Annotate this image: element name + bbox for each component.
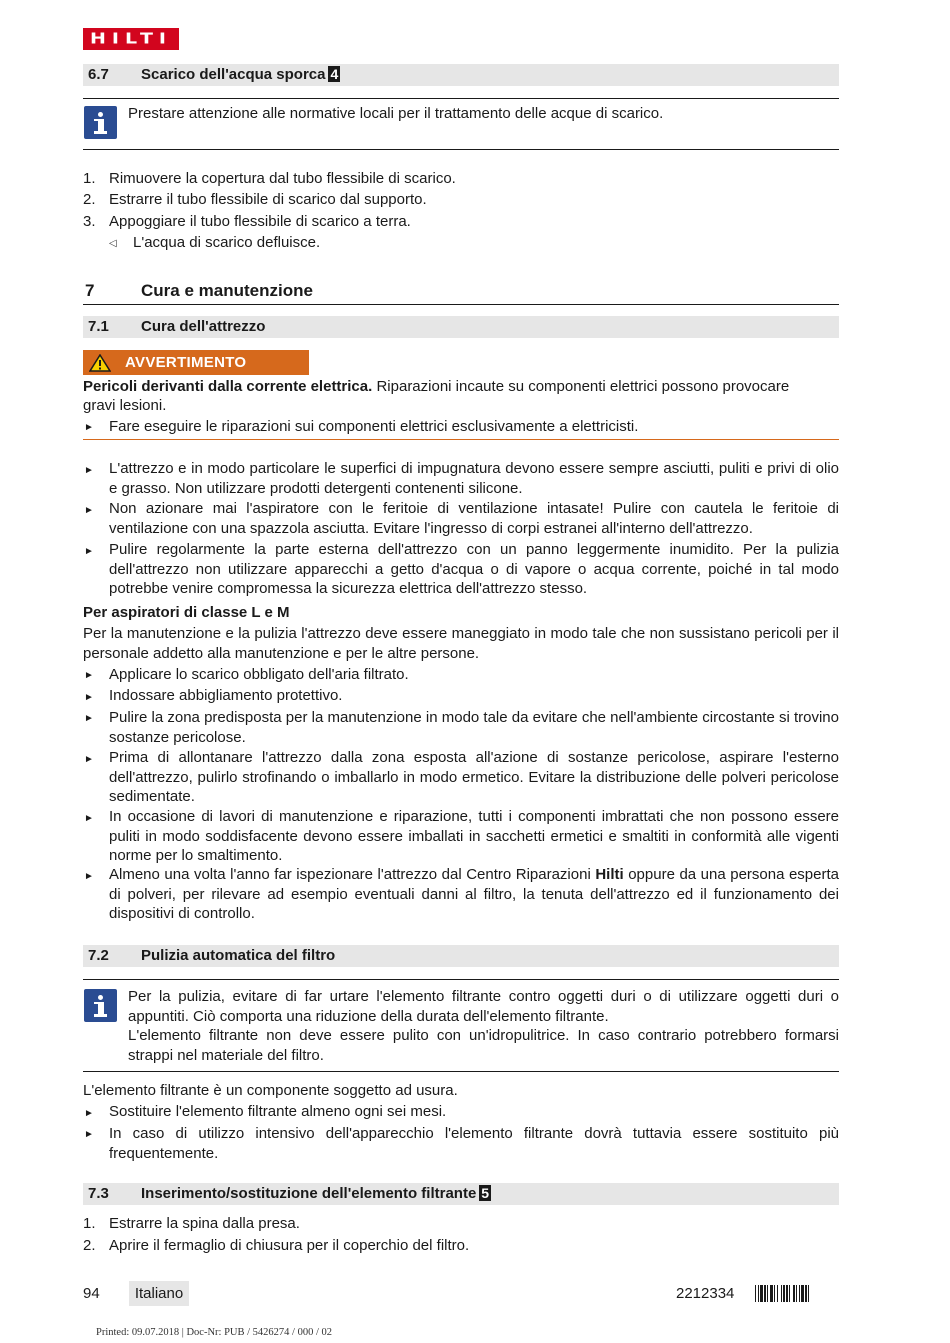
paragraph: L'elemento filtrante è un componente soggetto ad usura. xyxy=(83,1082,458,1099)
step-number: 1. xyxy=(83,1215,96,1232)
bullet-icon: ► xyxy=(84,505,94,516)
warning-action: Fare eseguire le riparazioni sui componenti elettrici esclusivamente a elettricisti. xyxy=(109,418,639,435)
section-6-7-heading xyxy=(83,64,839,86)
barcode-bar xyxy=(760,1285,763,1302)
step-number: 1. xyxy=(83,170,96,187)
info-icon xyxy=(84,989,117,1022)
note-text: Prestare attenzione alle normative locali per il trattamento delle acque di scarico. xyxy=(128,105,664,122)
hilti-logo xyxy=(83,28,179,50)
note-bottom-rule xyxy=(83,149,839,150)
subheading: Per aspiratori di classe L e M xyxy=(83,604,290,621)
note-text: Per la pulizia, evitare di far urtare l'elemento filtrante contro oggetti duri o di utilizzare oggetti duri o appuntiti. Ciò comporta una riduzione della durata dell'elemento filtrante. xyxy=(128,988,839,1025)
print-info: Printed: 09.07.2018 | Doc-Nr: PUB / 5426274 / 000 / 02 xyxy=(96,1327,333,1338)
section-7-2-heading xyxy=(83,945,839,967)
list-item: Sostituire l'elemento filtrante almeno ogni sei mesi. xyxy=(109,1103,447,1120)
note-bottom-rule xyxy=(83,1071,839,1072)
section-title-text: Scarico dell'acqua sporca xyxy=(141,66,326,83)
bullet-icon: ► xyxy=(84,692,94,703)
language-label: Italiano xyxy=(129,1281,189,1306)
barcode-bar xyxy=(783,1285,785,1302)
warning-text-line-1 xyxy=(83,377,789,397)
section-title: Pulizia automatica del filtro xyxy=(141,947,336,964)
chapter-title: Cura e manutenzione xyxy=(141,281,313,300)
bullet-icon: ► xyxy=(84,1129,94,1140)
section-number: 7.3 xyxy=(88,1185,109,1202)
bullet-icon: ► xyxy=(84,1108,94,1119)
warning-bottom-rule xyxy=(83,439,839,440)
list-item: Applicare lo scarico obbligato dell'aria filtrato. xyxy=(109,666,409,683)
section-title: Cura dell'attrezzo xyxy=(141,318,266,335)
bullet-icon: ► xyxy=(84,754,94,765)
bullet-icon: ► xyxy=(84,546,94,557)
warning-lead: Pericoli derivanti dalla corrente elettrica. xyxy=(83,378,373,395)
step-text: Estrarre il tubo flessibile di scarico dal supporto. xyxy=(109,191,427,208)
note-text: L'elemento filtrante non deve essere pulito con un'idropulitrice. In caso contrario potrebbero formarsi strappi nel materiale del filtro. xyxy=(128,1027,839,1064)
barcode-bar xyxy=(786,1285,788,1302)
step-text: Appoggiare il tubo flessibile di scarico a terra. xyxy=(109,213,411,230)
list-item-text: Almeno una volta l'anno far ispezionare l'attrezzo dal Centro Riparazioni xyxy=(109,866,596,883)
section-number: 7.2 xyxy=(88,947,109,964)
barcode-bar xyxy=(801,1285,804,1302)
barcode-bar xyxy=(789,1285,790,1302)
bullet-icon: ► xyxy=(84,422,94,433)
barcode-bar xyxy=(796,1285,797,1302)
figure-reference: 4 xyxy=(330,66,339,82)
step-text: Rimuovere la copertura dal tubo flessibile di scarico. xyxy=(109,170,456,187)
barcode-bar xyxy=(808,1285,809,1302)
paragraph: Per la manutenzione e la pulizia l'attrezzo deve essere maneggiato in modo tale che non sussistano pericoli per il personale addetto alla manutenzione e per le altre persone. xyxy=(83,625,839,662)
bullet-icon: ► xyxy=(84,670,94,681)
warning-triangle-icon xyxy=(89,354,111,372)
list-item: Pulire regolarmente la parte esterna dell'attrezzo con un panno leggermente inumidito. Per la pulizia dell'attrezzo non utilizzare apparecchi a getto d'acqua o di vapore o acqua corrente, poiché in tal modo potrebbe venire compromessa la sicurezza elettrica dell'attrezzo stesso. xyxy=(109,541,839,597)
barcode-bar xyxy=(770,1285,773,1302)
barcode-bar xyxy=(777,1285,778,1302)
barcode-bar xyxy=(781,1285,782,1302)
barcode-bar xyxy=(799,1285,800,1302)
section-title xyxy=(141,1183,491,1205)
page-number: 94 xyxy=(83,1285,100,1302)
warning-text-line-2: gravi lesioni. xyxy=(83,397,167,414)
warning-text: Riparazioni incaute su componenti elettrici possono provocare xyxy=(372,378,790,395)
list-item-text: oppure da una persona esperta di polveri, per rilevare ad esempio eventuali danni al filtro, la tenuta dell'attrezzo ed il funzionamento dei dispositivi di controllo. xyxy=(109,866,839,922)
section-title xyxy=(141,64,340,86)
brand-name: Hilti xyxy=(595,866,624,883)
step-text: Estrarre la spina dalla presa. xyxy=(109,1215,300,1232)
bullet-icon: ► xyxy=(84,713,94,724)
section-title-text: Inserimento/sostituzione dell'elemento filtrante xyxy=(141,1185,477,1202)
list-item: Indossare abbigliamento protettivo. xyxy=(109,687,343,704)
section-7-3-heading xyxy=(83,1183,839,1205)
note-top-rule xyxy=(83,98,839,99)
figure-reference: 5 xyxy=(481,1185,490,1201)
barcode xyxy=(755,1285,839,1302)
step-number: 2. xyxy=(83,191,96,208)
list-item: L'attrezzo e in modo particolare le superfici di impugnatura devono essere sempre asciutti, puliti e privi di olio e grasso. Non utilizzare prodotti detergenti contenenti silicone. xyxy=(109,460,839,497)
note-top-rule xyxy=(83,979,839,980)
step-text: Aprire il fermaglio di chiusura per il coperchio del filtro. xyxy=(109,1237,470,1254)
chapter-number: 7 xyxy=(85,281,95,300)
bullet-icon: ► xyxy=(84,871,94,882)
list-item: Non azionare mai l'aspiratore con le feritoie di ventilazione intasate! Pulire con cautela le feritoie di ventilazione con una spazzola asciutta. Evitare l'ingresso di corpi estranei all'interno dell'attrezzo. xyxy=(109,500,839,537)
barcode-bar xyxy=(767,1285,768,1302)
section-number: 6.7 xyxy=(88,66,109,83)
barcode-bar xyxy=(755,1285,756,1302)
barcode-bar xyxy=(758,1285,759,1302)
barcode-bar xyxy=(764,1285,766,1302)
section-number: 7.1 xyxy=(88,318,109,335)
barcode-bar xyxy=(805,1285,807,1302)
list-item: Prima di allontanare l'attrezzo dalla zona esposta all'azione di sostanze pericolose, aspirare l'esterno dell'attrezzo, pulirlo strofinando o imballarlo in modo ermetico. Evitare la distribuzione delle polveri pericolose sedimentate. xyxy=(109,749,839,805)
info-icon xyxy=(84,106,117,139)
step-number: 2. xyxy=(83,1237,96,1254)
bullet-icon: ► xyxy=(84,465,94,476)
list-item: In occasione di lavori di manutenzione e riparazione, tutti i componenti imbrattati che non possono essere puliti in modo soddisfacente devono essere imballati in sacchetti ermetici e smaltiti in conformità alle vigenti norme per lo smaltimento. xyxy=(109,808,839,864)
document-number: 2212334 xyxy=(676,1285,735,1302)
list-item: In caso di utilizzo intensivo dell'apparecchio l'elemento filtrante dovrà tuttavia essere sostituito più frequentemente. xyxy=(109,1125,839,1162)
warning-header xyxy=(83,350,309,375)
barcode-bar xyxy=(793,1285,795,1302)
chapter-7-heading xyxy=(83,278,839,305)
list-item: Pulire la zona predisposta per la manutenzione in modo tale da evitare che nell'ambiente circostante si trovino sostanze pericolose. xyxy=(109,709,839,746)
warning-label: AVVERTIMENTO xyxy=(125,354,247,371)
step-result: L'acqua di scarico defluisce. xyxy=(133,234,321,251)
section-7-1-heading xyxy=(83,316,839,338)
logo-text: HILTI xyxy=(90,30,172,48)
bullet-icon: ► xyxy=(84,813,94,824)
step-number: 3. xyxy=(83,213,96,230)
list-item xyxy=(109,865,839,924)
result-arrow-icon: ◁ xyxy=(109,238,117,249)
barcode-bar xyxy=(774,1285,775,1302)
